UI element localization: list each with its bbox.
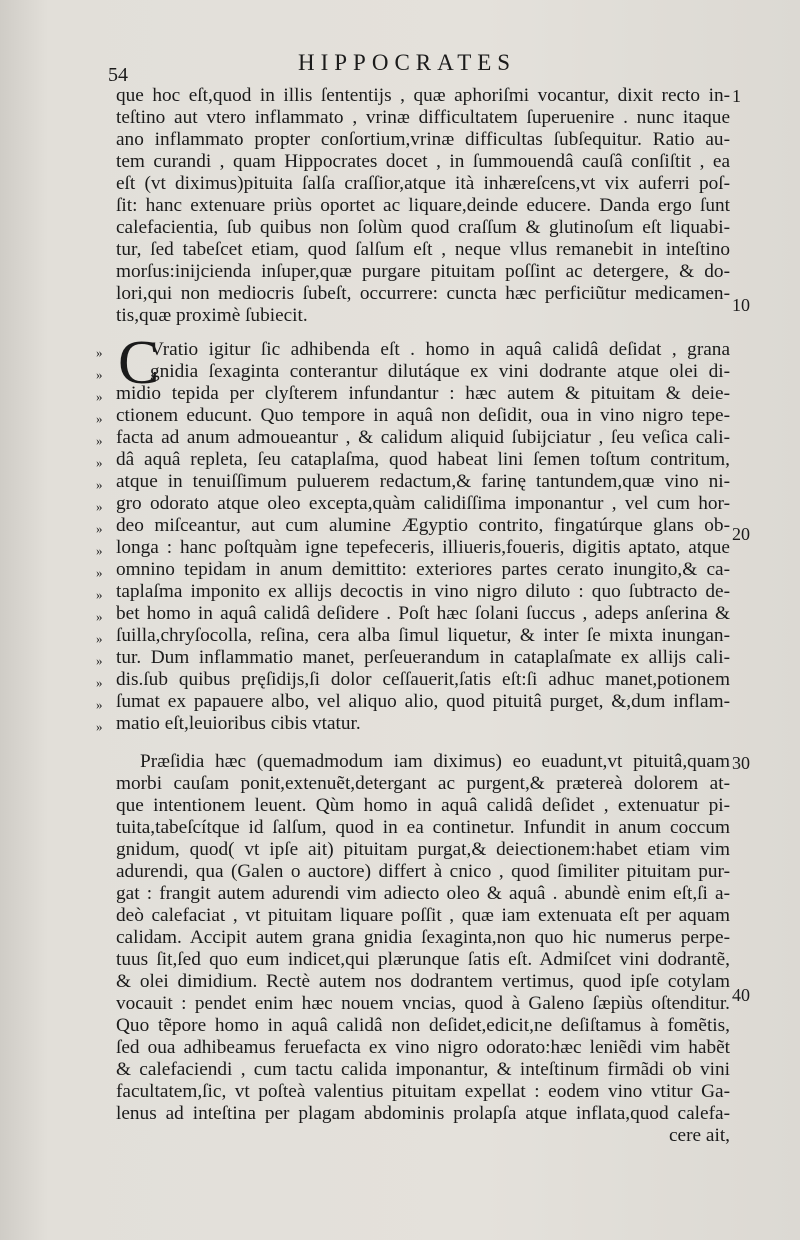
text-line: dis.ſub quibus pręſidijs,ſi dolor ceſſauerit,ſatis eſt:ſi adhuc manet,potionem: [116, 669, 730, 690]
text-line: ſed oua adhibeamus feruefacta ex vino nigro odorato:hæc leniẽdi vim habẽt: [116, 1037, 730, 1058]
text-line: gnidum, quod( vt ipſe ait) pituitam purgat,& deiectionem:habet etiam vim: [116, 839, 730, 860]
quote-mark: »: [96, 477, 103, 492]
text-line: lori,qui non mediocris ſubeſt, occurrere: cuncta hæc perficiũtur medicamen-: [116, 283, 730, 304]
quote-mark: »: [96, 411, 103, 426]
line-number: 20: [732, 524, 750, 544]
text-line: & olei dimidium. Rectè autem nos dodrantem vertimus, quod ipſe cotylam: [116, 971, 730, 992]
text-line: gnidia ſexaginta conterantur dilutáque ex vini dodrante atque olei di-: [150, 361, 730, 382]
text-line: & calefaciendi , cum tactu calida imponantur, & inteſtinum firmãdi ob vini: [116, 1059, 730, 1080]
text-line: tis,quæ proximè ſubiecit.: [116, 305, 308, 326]
text-line: deo miſceantur, aut cum alumine Ægyptio contrito, fingatúrque glans ob-: [116, 515, 730, 536]
text-line: ſuilla,chryſocolla, reſina, cera alba ſimul liquetur, & inter ſe mixta inungan-: [116, 625, 730, 646]
quote-mark: »: [96, 697, 103, 712]
text-line: longa : hanc poſtquàm igne tepefeceris, illiueris,foueris, digitis aptato, atque: [116, 537, 730, 558]
text-line: facultatem,ſic, vt poſteà valentius pituitam expellat : eodem vino vtitur Ga-: [116, 1081, 730, 1102]
text-line: midio tepida per clyſterem infundantur : hæc autem & pituitam & deie-: [116, 383, 730, 404]
text-line: calidam. Accipit autem grana gnidia ſexaginta,non quo hic numerus perpe-: [116, 927, 730, 948]
text-line: taplaſma imponito ex allijs decoctis in vino nigro diluto : quo ſubtracto de-: [116, 581, 730, 602]
page-header: [0, 50, 800, 84]
line-number: 1: [732, 86, 741, 106]
quote-mark: »: [96, 499, 103, 514]
text-line: omnino tepidam in anum demittito: exteriores partes cerato inungito,& ca-: [116, 559, 730, 580]
text-line: morbi cauſam ponit,extenuẽt,detergant ac purgent,& prætereà dolorem at-: [116, 773, 730, 794]
page-number: 54: [108, 64, 128, 86]
text-line: tur. Dum inflammatio manet, perſeuerandum in cataplaſmate ex allijs cali-: [116, 647, 730, 668]
text-line: ctionem educunt. Quo tempore in aquâ non deſidit, oua in vino nigro tepe-: [116, 405, 730, 426]
text-line: lenus ad inteſtina per plagam abdominis prolapſa atque inflata,quod calefa-: [116, 1103, 730, 1124]
text-line: que hoc eſt,quod in illis ſententijs , quæ aphoriſmi vocantur, dixit recto in-: [116, 85, 730, 106]
text-line: matio eſt,leuioribus cibis vtatur.: [116, 713, 361, 734]
quote-mark: »: [96, 675, 103, 690]
text-line: ſit: hanc extenuare priùs oportet ac liquare,deinde educere. Danda ergo ſunt: [116, 195, 730, 216]
quoted-passage: [116, 329, 730, 735]
line-number: 30: [732, 753, 750, 773]
quote-mark: »: [96, 345, 103, 360]
text-line: tur, ſed tabeſcet etiam, quod ſalſum eſt , neque vllus remanebit in inteſtino: [116, 239, 730, 260]
quote-mark: »: [96, 389, 103, 404]
text-line: vocauit : pendet enim hæc nouem vncias, quod à Galeno ſæpiùs oſtenditur.: [116, 993, 730, 1014]
quote-mark: »: [96, 609, 103, 624]
line-number: 10: [732, 295, 750, 315]
line-number: 40: [732, 985, 750, 1005]
commentary-paragraph: [116, 751, 730, 1147]
drop-cap-initial: C: [118, 329, 160, 397]
text-line: ano inflammato propter conſortium,vrinæ difficultas ſubſequitur. Ratio au-: [116, 129, 730, 150]
text-line: Vratio igitur ſic adhibenda eſt . homo in aquâ calidâ deſidat , grana: [150, 339, 730, 360]
paragraph-continuation: [116, 85, 730, 327]
text-line: dâ aquâ repleta, ſeu cataplaſma, quod habeat lini ſemen toſtum contritum,: [116, 449, 730, 470]
text-line: adurendi, qua (Galen o auctore) differt à cnico , quod ſimiliter pituitam pur-: [116, 861, 730, 882]
text-line: eſt (vt diximus)pituita ſalſa craſſior,atque ità inhæreſcens,vt vix auferri poſ-: [116, 173, 730, 194]
text-line: ſumat ex papauere albo, vel aliquo alio, quod pituitâ purget, &,dum inflam-: [116, 691, 730, 712]
text-line: gat : frangit autem adurendi vim adiecto oleo & aquâ . abundè enim eſt,ſi a-: [116, 883, 730, 904]
text-line: tuita,tabeſcítque id ſalſum, quod in ea continetur. Infundit in anum coccum: [116, 817, 730, 838]
text-line: cere ait,: [668, 1125, 730, 1146]
quote-mark: »: [96, 367, 103, 382]
text-line: Quo tẽpore homo in aquâ calidâ non deſidet,edicit,ne deſiſtamus à fomẽtis,: [116, 1015, 730, 1036]
text-line: atque in tenuiſſimum puluerem redactum,& farinę tantundem,quæ vino ni-: [116, 471, 730, 492]
text-line: morſus:inijcienda inſuper,quæ purgare pituitam poſſint ac detergere, & do-: [116, 261, 730, 282]
quote-mark: »: [96, 455, 103, 470]
text-line: facta ad anum admoueantur , & calidum aliquid ſubijciatur , ſeu veſica cali-: [116, 427, 730, 448]
text-line: teſtino aut vtero inflammato , vrinæ difficultatem ſuperuenire . nunc itaque: [116, 107, 730, 128]
quote-mark: »: [96, 719, 103, 734]
quote-mark: »: [96, 433, 103, 448]
text-line: Præſidia hæc (quemadmodum iam diximus) eo euadunt,vt pituitâ,quam: [140, 751, 730, 772]
quote-mark: »: [96, 631, 103, 646]
text-line: gro odorato atque oleo excepta,quàm calidiſſima imponantur , vel cum hor-: [116, 493, 730, 514]
text-line: tuus ſit,ſed quo eum indicet,qui plærunque ſatis eſt. Admiſcet vini dodrantẽ,: [116, 949, 730, 970]
text-line: deò calefaciat , vt pituitam liquare poſſit , quæ iam extenuata eſt per aquam: [116, 905, 730, 926]
quote-mark: »: [96, 587, 103, 602]
text-line: bet homo in aquâ calidâ deſidere . Poſt hæc ſolani ſuccus , adeps anſerina &: [116, 603, 730, 624]
text-line: calefacientia, ſub quibus non ſolùm quod craſſum & glutinoſum eſt liquabi-: [116, 217, 730, 238]
quote-mark: »: [96, 543, 103, 558]
quote-mark: »: [96, 521, 103, 536]
quote-mark: »: [96, 565, 103, 580]
quote-mark: »: [96, 653, 103, 668]
text-line: que intentionem leuent. Qùm homo in aquâ calidâ deſidet , extenuatur pi-: [116, 795, 730, 816]
running-title: HIPPOCRATES: [298, 50, 517, 75]
text-line: tem curandi , quam Hippocrates docet , in ſummouendâ cauſâ conſiſtit , ea: [116, 151, 730, 172]
